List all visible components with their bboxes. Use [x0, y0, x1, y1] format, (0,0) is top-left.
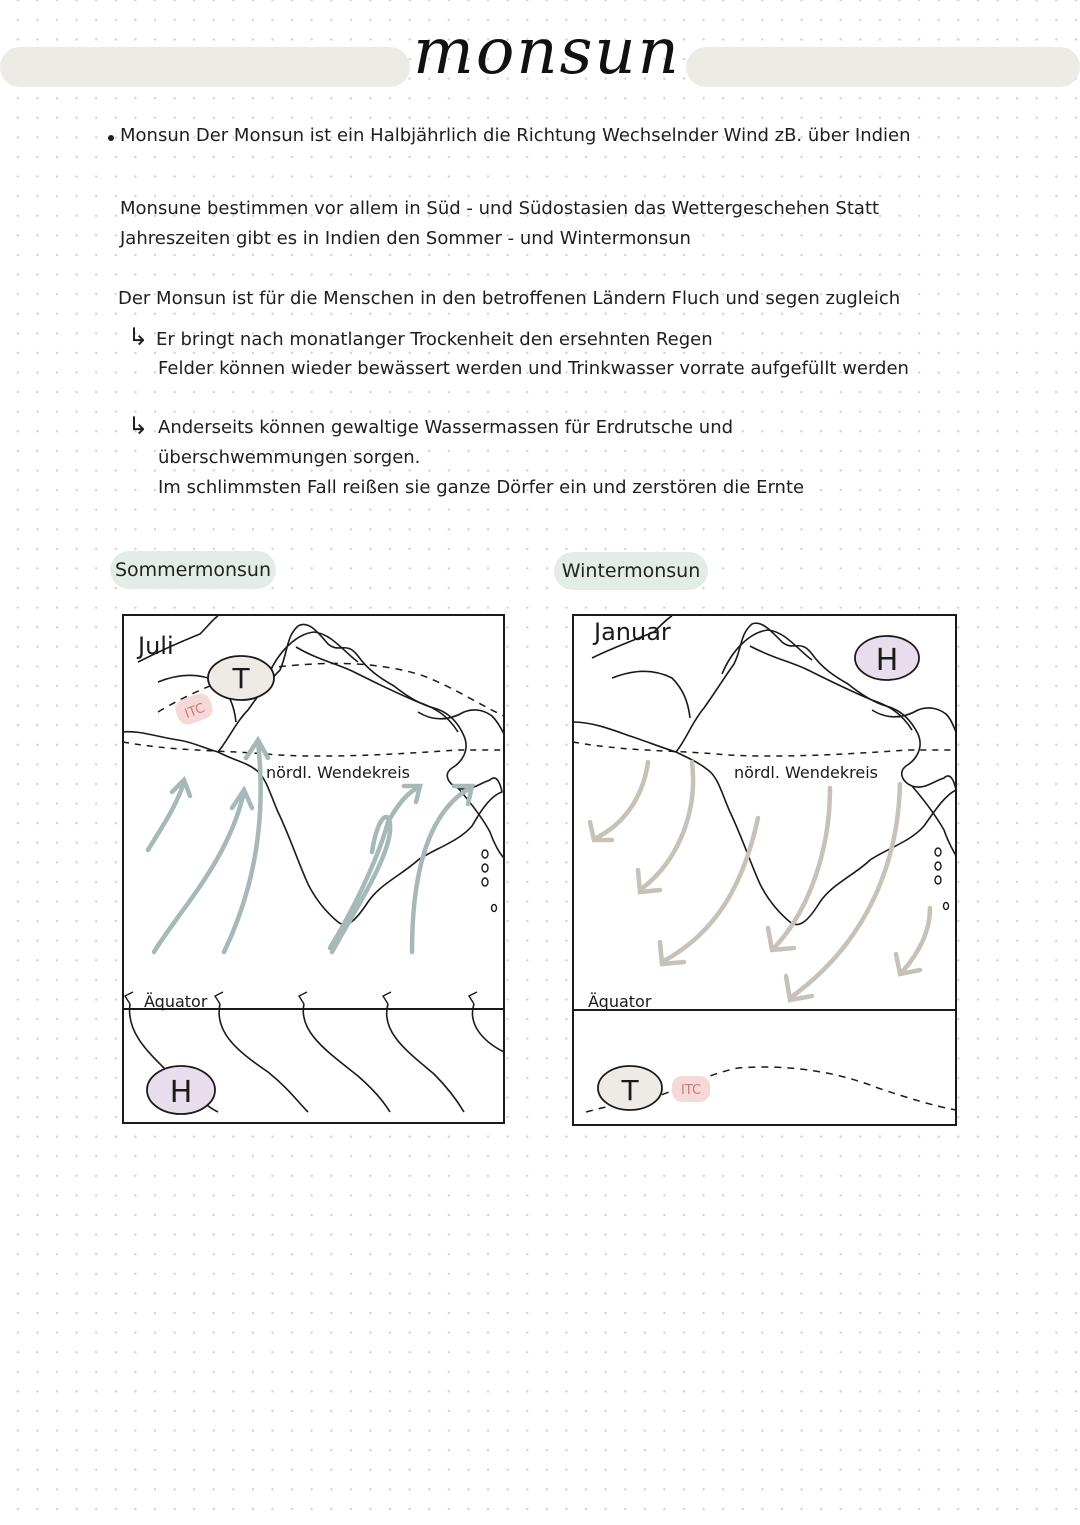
point1-line1: Er bringt nach monatlanger Trockenheit den ersehnten Regen [156, 329, 713, 350]
summer-monsoon-map [118, 612, 508, 1127]
point2-line3: Im schlimmsten Fall reißen sie ganze Dörfer ein und zerstören die Ernte [158, 477, 805, 498]
month-label: Januar [594, 618, 671, 646]
map-frame [573, 615, 956, 1125]
sub-arrow-icon: ↳ [128, 412, 149, 440]
high-pressure-label: H [875, 643, 899, 678]
high-pressure-label: H [169, 1075, 193, 1110]
sub-arrow-icon: ↳ [128, 323, 149, 351]
point2-line1: Anderseits können gewaltige Wassermassen für Erdrutsche und [158, 417, 734, 438]
summer-monsoon-heading: Sommermonsun [110, 551, 276, 589]
bullet-dot [108, 135, 114, 141]
point2-line2: überschwemmungen sorgen. [158, 447, 421, 468]
map-frame [123, 615, 504, 1123]
low-pressure-label: T [232, 662, 250, 695]
itc-label: ITC [680, 1083, 702, 1098]
low-pressure-label: T [621, 1074, 639, 1107]
itc-label: ITC [182, 700, 207, 722]
equator-label: Äquator [588, 992, 652, 1011]
equator-label: Äquator [144, 992, 208, 1011]
definition-line: Monsun Der Monsun ist ein Halbjährlich die Richtung Wechselnder Wind zB. über Indien [120, 125, 911, 146]
tropic-label: nördl. Wendekreis [266, 763, 410, 782]
point1-line2: Felder können wieder bewässert werden und Trinkwasser vorrate aufgefüllt werden [158, 358, 909, 379]
paragraph1-line1: Monsune bestimmen vor allem in Süd - und Südostasien das Wettergeschehen Statt [120, 198, 880, 219]
page-title: monsun [413, 15, 681, 89]
tropic-label: nördl. Wendekreis [734, 763, 878, 782]
winter-monsoon-map [568, 612, 960, 1127]
title-band-left [0, 47, 410, 87]
paragraph2-intro: Der Monsun ist für die Menschen in den betroffenen Ländern Fluch und segen zugleich [118, 288, 901, 309]
title-band-right [686, 47, 1080, 87]
month-label: Juli [138, 632, 174, 660]
winter-monsoon-heading: Wintermonsun [554, 552, 708, 590]
paragraph1-line2: Jahreszeiten gibt es in Indien den Sommer - und Wintermonsun [120, 228, 691, 249]
